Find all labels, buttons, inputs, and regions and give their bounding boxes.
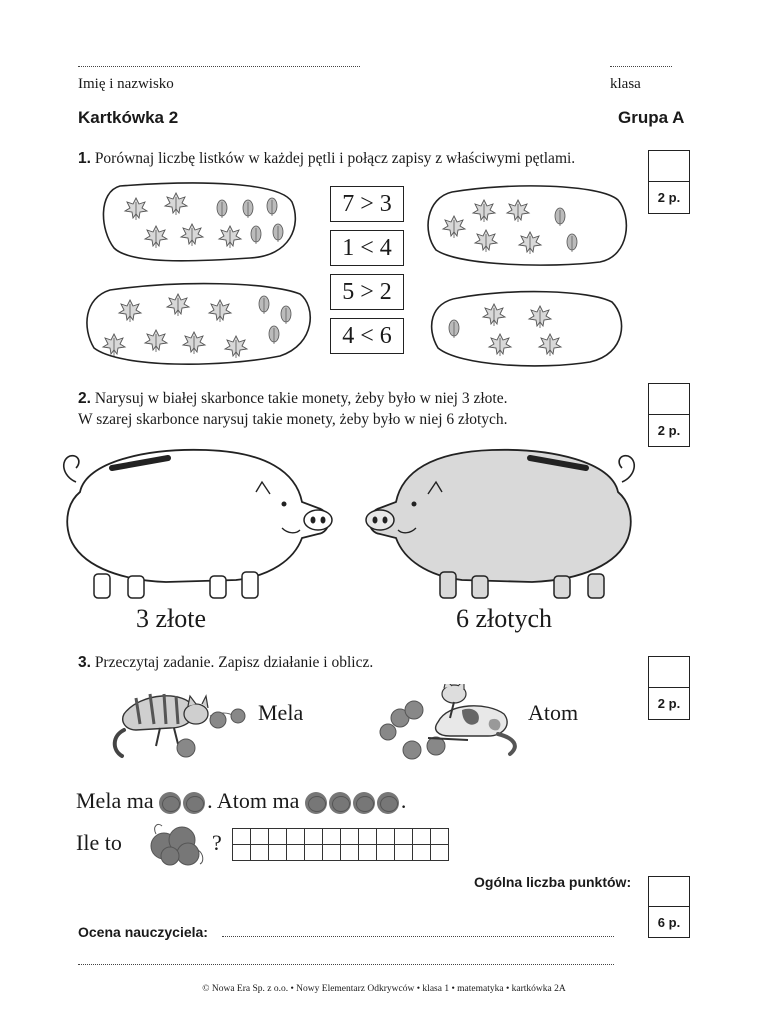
white-piggy-bank[interactable] — [56, 442, 340, 602]
task3-text: Przeczytaj zadanie. Zapisz działanie i oblicz. — [94, 654, 374, 671]
teacher-grade-line[interactable] — [222, 936, 614, 937]
task1-score-box[interactable] — [648, 150, 690, 214]
gray-piggy-bank[interactable] — [358, 442, 642, 602]
name-label: Imię i nazwisko — [78, 76, 174, 92]
yarn-ball-icon — [353, 792, 375, 814]
yarn-sentence — [76, 788, 406, 814]
question-mark: ? — [212, 830, 222, 855]
gray-piggy-label: 6 złotych — [456, 604, 553, 633]
copyright-footer: © Nowa Era Sp. z o.o. • Nowy Elementarz Odkrywców • klasa 1 • matematyka • kartkówka 2A — [202, 984, 566, 994]
class-line[interactable] — [610, 66, 672, 67]
question-label: Ile to — [76, 830, 122, 855]
yarn-ball-icon — [183, 792, 205, 814]
task3-score-box[interactable] — [648, 656, 690, 720]
name-line[interactable] — [78, 66, 360, 67]
white-piggy-label: 3 złote — [136, 604, 207, 633]
task2-line2: W szarej skarbonce narysuj takie monety, żeby było w niej 6 złotych. — [78, 411, 508, 428]
cat-atom-illustration — [378, 684, 528, 764]
yarn-pile-icon — [146, 820, 208, 866]
cat-mela-name: Mela — [258, 700, 304, 725]
task1-instruction — [78, 148, 648, 169]
total-points-label: Ogólna liczba punktów: — [474, 874, 632, 890]
sentence-end: . — [400, 788, 407, 813]
footer-divider — [78, 964, 614, 965]
yarn-ball-icon — [377, 792, 399, 814]
task3-points: 2 p. — [657, 696, 681, 711]
inequality-1[interactable]: 7 > 3 — [330, 186, 404, 222]
total-points: 6 p. — [657, 914, 681, 930]
teacher-grade-label: Ocena nauczyciela: — [78, 924, 208, 940]
task1-text: Porównaj liczbę listków w każdej pętli i połącz zapisy z właściwymi pętlami. — [94, 150, 576, 167]
inequality-4[interactable]: 4 < 6 — [330, 318, 404, 354]
sentence-atom: . Atom ma — [207, 788, 300, 813]
inequality-2[interactable]: 1 < 4 — [330, 230, 404, 266]
task3-instruction — [78, 652, 648, 673]
task2-instruction — [78, 388, 648, 430]
task2-score-box[interactable] — [648, 383, 690, 447]
task2-points: 2 p. — [657, 423, 681, 438]
page-title: Kartkówka 2 — [78, 108, 179, 127]
sentence-mela: Mela ma — [76, 788, 154, 813]
task2-number: 2. — [78, 390, 91, 407]
yarn-ball-icon — [305, 792, 327, 814]
yarn-ball-icon — [329, 792, 351, 814]
class-label: klasa — [610, 76, 641, 92]
cat-mela-illustration — [110, 684, 250, 760]
task3-number: 3. — [78, 654, 91, 671]
answer-grid[interactable] — [232, 828, 449, 861]
task2-line1: Narysuj w białej skarbonce takie monety, żeby było w niej 3 złote. — [94, 390, 508, 407]
inequality-3[interactable]: 5 > 2 — [330, 274, 404, 310]
cat-atom-name: Atom — [528, 700, 579, 725]
yarn-ball-icon — [159, 792, 181, 814]
task1-number: 1. — [78, 150, 91, 167]
task1-points: 2 p. — [657, 190, 681, 205]
total-score-box[interactable] — [648, 876, 690, 938]
group-label: Grupa A — [618, 108, 685, 127]
